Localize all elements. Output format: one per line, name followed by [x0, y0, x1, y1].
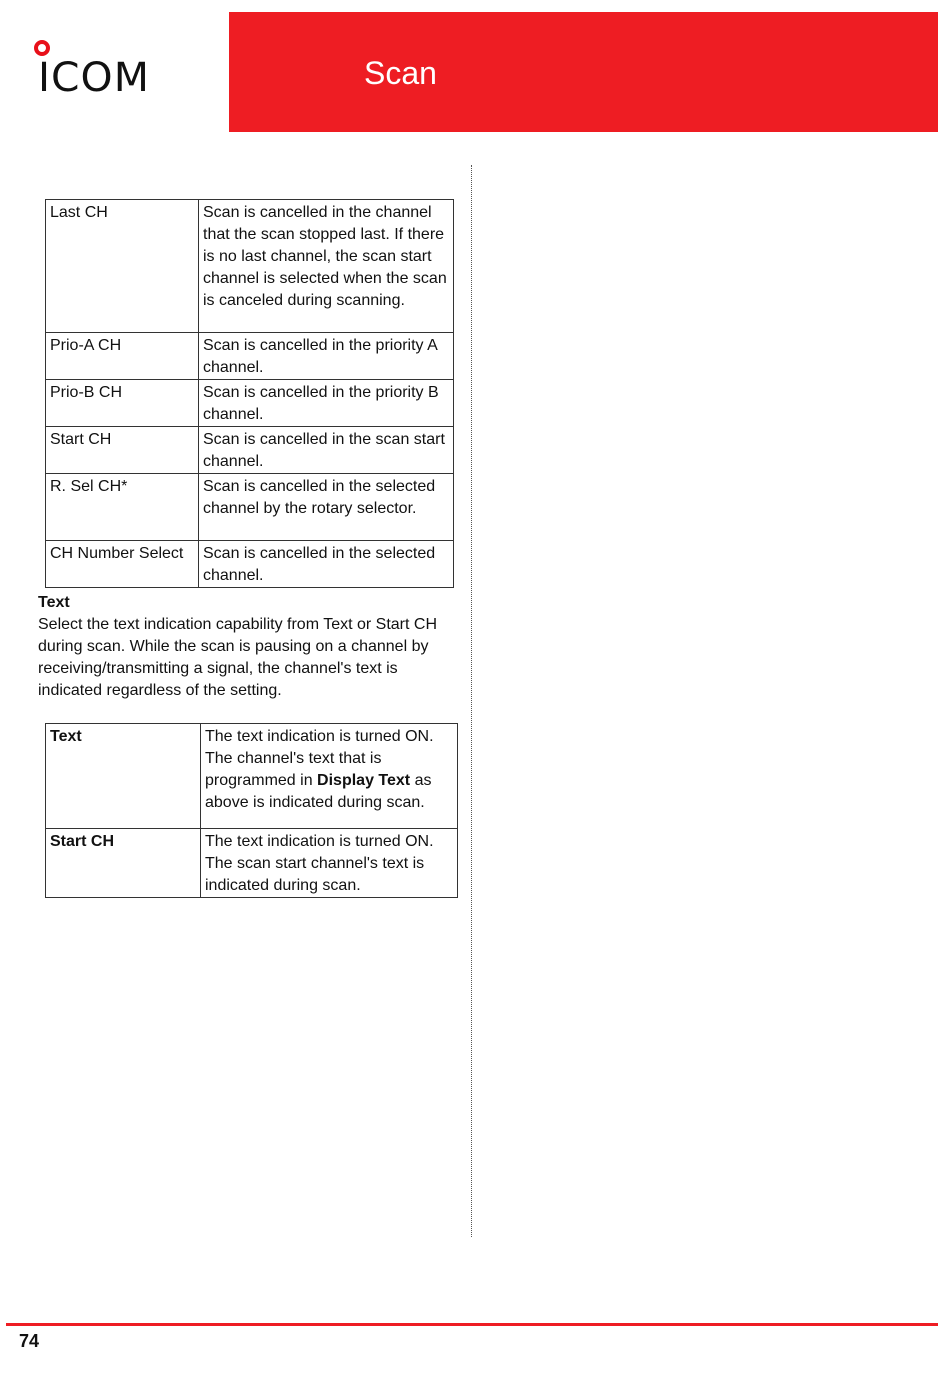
option-cell: Text — [46, 724, 201, 829]
option-cell: Start CH — [46, 829, 201, 898]
text-section — [38, 592, 458, 702]
description-cell: Scan is cancelled in the selected channel by the rotary selector. — [199, 474, 454, 541]
table-row — [46, 333, 454, 380]
display-text-term: Display Text — [317, 772, 411, 789]
table-row — [46, 380, 454, 427]
description-cell: Scan is cancelled in the priority A channel. — [199, 333, 454, 380]
footer-rule — [6, 1323, 938, 1326]
description-cell: The text indication is turned ON. The scan start channel's text is indicated during scan. — [201, 829, 458, 898]
section-body: Select the text indication capability from Text or Start CH during scan. While the scan is pausing on a channel by receiving/transmitting a signal, the channel's text is indicated regardless of the setting. — [38, 616, 437, 699]
table-row — [46, 427, 454, 474]
section-heading: Text — [38, 594, 70, 611]
table-row — [46, 829, 458, 898]
description-cell: Scan is cancelled in the selected channel. — [199, 541, 454, 588]
text-indication-table — [45, 723, 458, 898]
table-row — [46, 724, 458, 829]
description-text: The text indication is turned ON. The channel's text that is programmed in — [205, 728, 434, 789]
description-text: as above is indicated during scan. — [205, 772, 432, 811]
logo-text: ICOM — [38, 55, 150, 101]
scan-cancel-table — [45, 199, 454, 588]
table-row — [46, 541, 454, 588]
description-cell: Scan is cancelled in the channel that the scan stopped last. If there is no last channel, the scan start channel is selected when the scan is canceled during scanning. — [199, 200, 454, 333]
option-cell: Last CH — [46, 200, 199, 333]
logo-ring-icon — [34, 40, 50, 56]
description-cell: Scan is cancelled in the priority B channel. — [199, 380, 454, 427]
option-cell: Start CH — [46, 427, 199, 474]
option-cell: CH Number Select — [46, 541, 199, 588]
option-cell: Prio-A CH — [46, 333, 199, 380]
table-row — [46, 200, 454, 333]
header-band — [229, 12, 938, 132]
column-divider — [471, 165, 472, 1237]
description-cell — [201, 724, 458, 829]
description-cell: Scan is cancelled in the scan start channel. — [199, 427, 454, 474]
table-row — [46, 474, 454, 541]
page-number: 74 — [19, 1331, 40, 1351]
page-title: Scan — [364, 55, 437, 91]
icom-logo — [34, 40, 164, 100]
option-cell: Prio-B CH — [46, 380, 199, 427]
option-cell: R. Sel CH* — [46, 474, 199, 541]
